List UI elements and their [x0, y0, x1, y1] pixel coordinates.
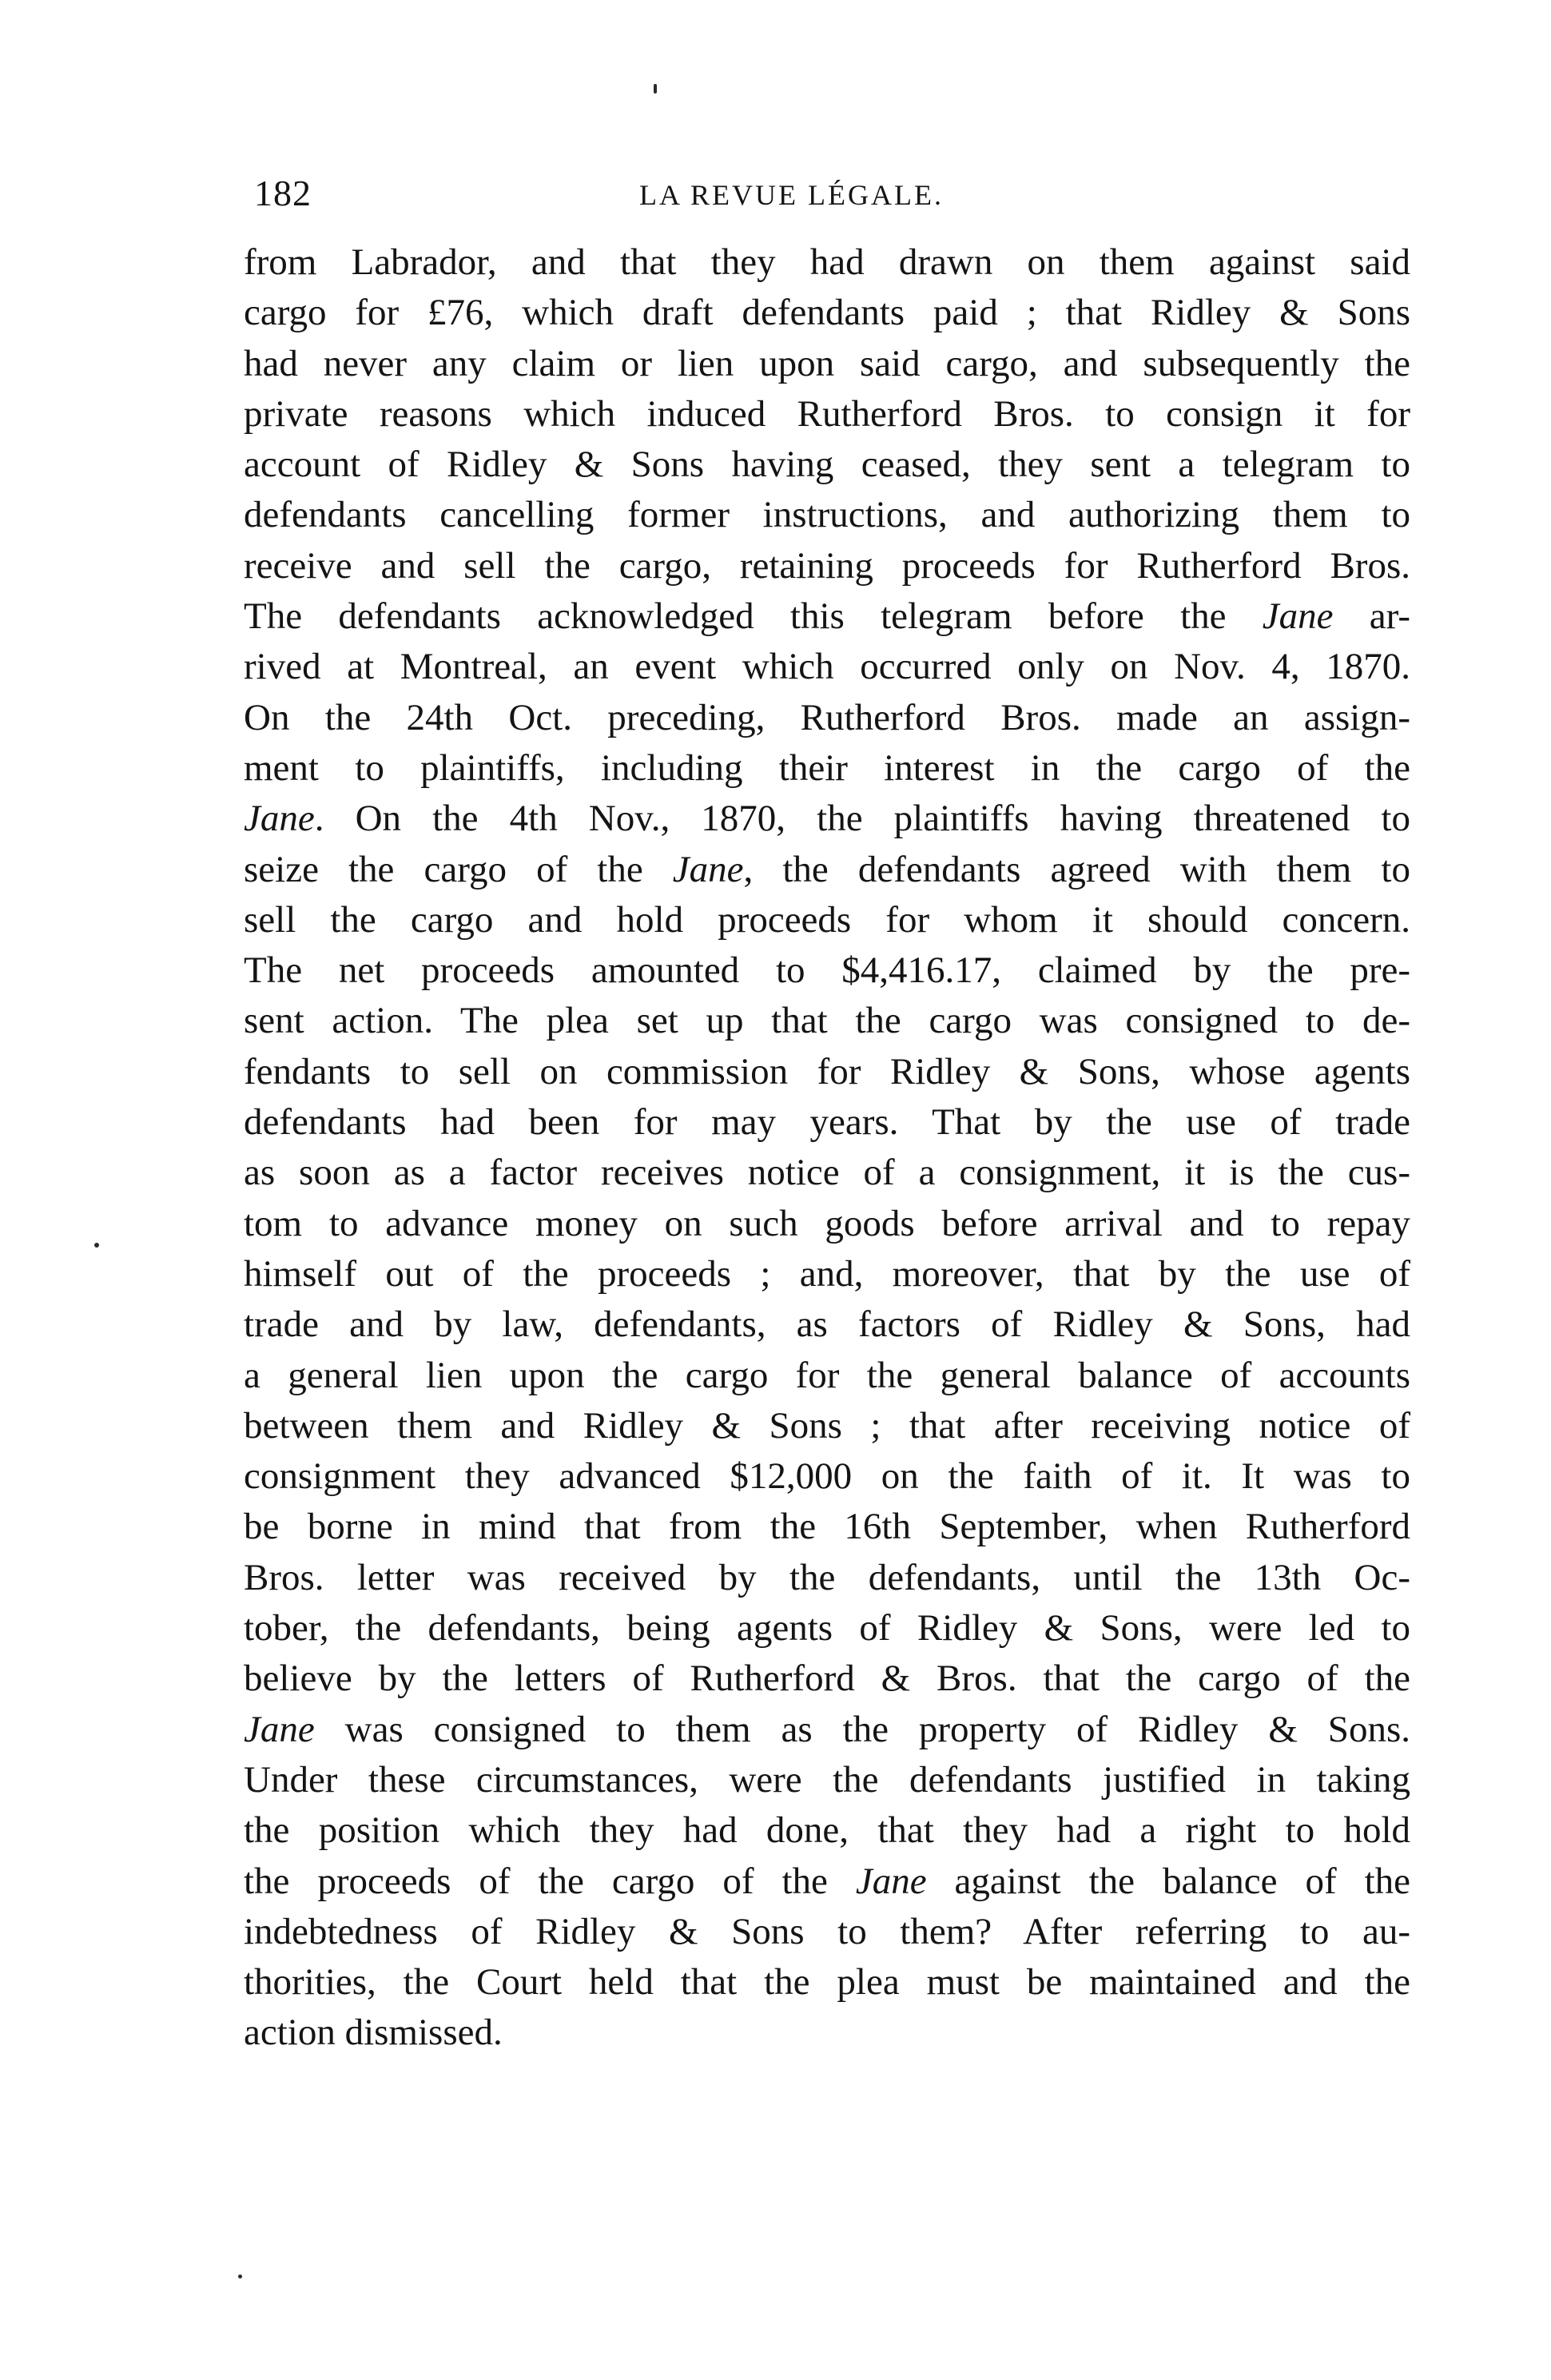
text-line: The net proceeds amounted to $4,416.17, claimed by the pre-	[244, 949, 1410, 992]
text-line: defendants had been for may years. That by the use of trade	[244, 1101, 1410, 1144]
text-line: action dismissed.	[244, 2012, 503, 2054]
text-line: private reasons which induced Rutherford Bros. to consign it for	[244, 392, 1410, 435]
text-line: from Labrador, and that they had drawn on them against said	[244, 241, 1410, 283]
running-head: LA REVUE LÉGALE.	[639, 179, 944, 211]
body-text	[244, 237, 1410, 2059]
text-line: Jane. On the 4th Nov., 1870, the plaintiffs having threatened to	[244, 798, 1410, 840]
text-line: cargo for £76, which draft defendants paid ; that Ridley & Sons	[244, 292, 1410, 334]
text-line: indebtedness of Ridley & Sons to them? After referring to au-	[244, 1910, 1410, 1952]
text-line: the position which they had done, that they had a right to hold	[244, 1809, 1410, 1852]
text-line: between them and Ridley & Sons ; that after receiving notice of	[244, 1404, 1410, 1447]
text-line: Jane was consigned to them as the property of Ridley & Sons.	[244, 1708, 1410, 1750]
text-line: as soon as a factor receives notice of a consignment, it is the cus-	[244, 1152, 1410, 1194]
text-line: defendants cancelling former instructions, and authorizing them to	[244, 494, 1410, 536]
text-line: trade and by law, defendants, as factors of Ridley & Sons, had	[244, 1303, 1410, 1346]
text-line: tom to advance money on such goods before arrival and to repay	[244, 1202, 1410, 1244]
text-line: believe by the letters of Rutherford & Bros. that the cargo of the	[244, 1658, 1410, 1700]
page-number: 182	[254, 173, 312, 213]
text-line: a general lien upon the cargo for the general balance of accounts	[244, 1354, 1410, 1396]
text-line: sell the cargo and hold proceeds for whom it should concern.	[244, 898, 1410, 941]
text-line: tober, the defendants, being agents of Ridley & Sons, were led to	[244, 1607, 1410, 1650]
text-line: sent action. The plea set up that the cargo was consigned to de-	[244, 1000, 1410, 1042]
text-line: the proceeds of the cargo of the Jane against the balance of the	[244, 1860, 1411, 1902]
ink-speck	[238, 2275, 242, 2279]
ink-speck	[654, 84, 657, 94]
text-line: receive and sell the cargo, retaining proceeds for Rutherford Bros.	[244, 544, 1410, 587]
text-line: ment to plaintiffs, including their interest in the cargo of the	[244, 746, 1410, 789]
text-line: The defendants acknowledged this telegram before the Jane ar-	[244, 595, 1410, 638]
text-line: thorities, the Court held that the plea must be maintained and the	[244, 1961, 1410, 2004]
text-line: On the 24th Oct. preceding, Rutherford Bros. made an assign-	[244, 696, 1410, 738]
text-line: had never any claim or lien upon said cargo, and subsequently the	[244, 342, 1410, 384]
text-line: seize the cargo of the Jane, the defendants agreed with them to	[244, 848, 1410, 890]
text-line: Under these circumstances, were the defendants justified in taking	[244, 1758, 1410, 1801]
text-line: himself out of the proceeds ; and, moreover, that by the use of	[244, 1252, 1410, 1295]
text-line: fendants to sell on commission for Ridley & Sons, whose agents	[244, 1050, 1410, 1092]
text-line: Bros. letter was received by the defendants, until the 13th Oc-	[244, 1556, 1410, 1598]
text-line: account of Ridley & Sons having ceased, they sent a telegram to	[244, 444, 1410, 486]
ink-speck	[94, 1243, 99, 1248]
text-line: be borne in mind that from the 16th September, when Rutherford	[244, 1506, 1410, 1548]
text-line: consignment they advanced $12,000 on the faith of it. It was to	[244, 1455, 1410, 1498]
text-line: rived at Montreal, an event which occurred only on Nov. 4, 1870.	[244, 646, 1410, 688]
